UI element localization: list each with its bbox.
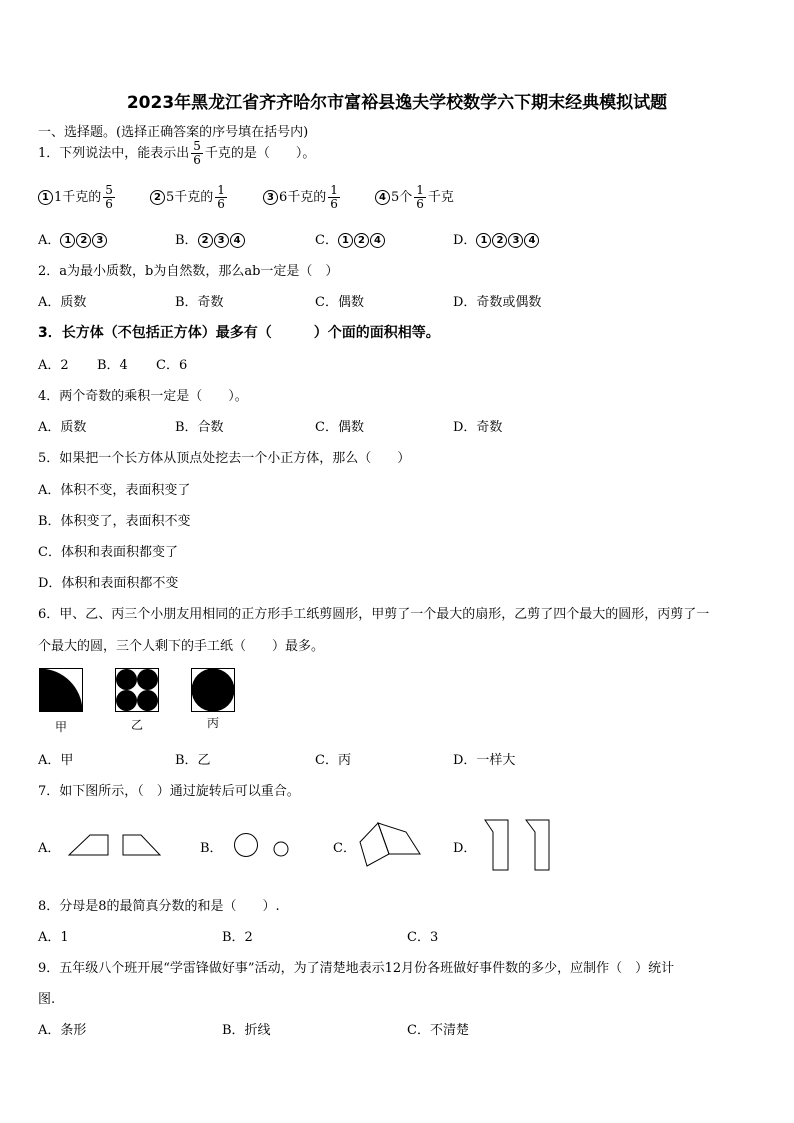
q1-statement-3: 3 6千克的 $\frac{1}{6}$ [263,184,342,211]
q4-option-c[interactable]: C．偶数 [315,420,364,435]
q8-option-b[interactable]: B．2 [222,930,253,945]
q6-caption-bing: 丙 [207,716,220,730]
q2-option-b[interactable]: B．奇数 [175,295,224,310]
q8-option-c[interactable]: C．3 [407,930,439,945]
page-title: 2023年黑龙江省齐齐哈尔市富裕县逸夫学校数学六下期末经典模拟试题 [126,93,668,113]
q1-statement-2: 2 5千克的 $\frac{1}{6}$ [150,184,229,211]
q7-option-a-figure[interactable] [68,834,164,858]
q9-option-a[interactable]: A．条形 [38,1023,87,1038]
q6-figure-bing [191,668,235,712]
q4-option-d[interactable]: D．奇数 [453,420,503,435]
question-4-stem: 4．两个奇数的乘积一定是（ ）。 [38,389,248,404]
q7-option-d-figure[interactable] [482,818,554,874]
q6-option-d[interactable]: D．一样大 [453,753,516,768]
q1-option-b[interactable]: B． 2 3 4 [175,229,246,248]
q3-option-c[interactable]: C．6 [156,358,188,373]
q2-option-c[interactable]: C．偶数 [315,295,364,310]
q6-caption-jia: 甲 [55,720,68,734]
q4-option-a[interactable]: A．质数 [38,420,87,435]
question-1-stem [38,140,315,167]
question-9-stem-line2: 图. [38,992,56,1007]
q1-stem-fraction: $\frac{5}{6}$ [193,139,201,167]
q1-statement-1: 1 1千克的 $\frac{5}{6}$ [38,184,117,211]
q1-stem-pre: 1．下列说法中，能表示出 [38,146,190,161]
question-9-stem-line1: 9．五年级八个班开展“学雷锋做好事”活动，为了清楚地表示12月份各班做好事件数的多少，应制作（ ）统计 [38,961,675,976]
q7-option-c-figure[interactable] [358,820,424,870]
q1-option-c[interactable]: C． 1 2 4 [315,229,386,248]
q1-option-d[interactable]: D． 1 2 3 4 [453,229,540,248]
q2-option-a[interactable]: A．质数 [38,295,87,310]
q5-option-b[interactable]: B．体积变了，表面积不变 [38,514,191,529]
question-7-stem: 7．如下图所示，（ ）通过旋转后可以重合。 [38,784,300,799]
q6-option-b[interactable]: B．乙 [175,753,211,768]
q6-figure-yi [115,668,159,712]
question-5-stem: 5．如果把一个长方体从顶点处挖去一个小正方体，那么（ ） [38,451,411,466]
question-2-stem: 2．a为最小质数，b为自然数，那么ab一定是（ ） [38,264,339,279]
q7-option-c-label[interactable]: C． [333,841,356,856]
q1-option-a[interactable]: A． 1 2 3 [38,229,108,248]
question-6-stem-line2: 个最大的圆，三个人剩下的手工纸（ ）最多。 [38,639,325,654]
q3-option-a[interactable]: A．2 [38,358,69,373]
question-3-stem: 3．长方体（不包括正方体）最多有（ ）个面的面积相等。 [38,325,440,341]
q6-caption-yi: 乙 [131,718,144,732]
q1-statement-4: 4 5个 $\frac{1}{6}$ 千克 [375,184,454,211]
q9-option-b[interactable]: B．折线 [222,1023,271,1038]
q7-option-a-label[interactable]: A． [38,841,61,856]
q8-option-a[interactable]: A．1 [38,930,69,945]
q7-option-b-label[interactable]: B． [200,841,223,856]
q5-option-d[interactable]: D．体积和表面积都不变 [38,576,179,591]
q6-option-c[interactable]: C．丙 [315,753,351,768]
section-heading: 一、选择题。(选择正确答案的序号填在括号内) [38,125,309,140]
q5-option-c[interactable]: C．体积和表面积都变了 [38,545,178,560]
q1-stem-post: 千克的是（ ）。 [204,146,316,161]
q6-figure-jia [39,668,83,712]
q7-option-b-figure[interactable] [233,832,293,860]
q7-option-d-label[interactable]: D． [453,841,477,856]
q2-option-d[interactable]: D．奇数或偶数 [453,295,542,310]
question-6-stem-line1: 6．甲、乙、丙三个小朋友用相同的正方形手工纸剪圆形，甲剪了一个最大的扇形，乙剪了四个最大的圆形，丙剪了一 [38,607,710,622]
q9-option-c[interactable]: C．不清楚 [407,1023,469,1038]
q6-option-a[interactable]: A．甲 [38,753,74,768]
q5-option-a[interactable]: A．体积不变，表面积变了 [38,483,191,498]
question-8-stem: 8．分母是8的最简真分数的和是（ ）. [38,899,280,914]
q4-option-b[interactable]: B．合数 [175,420,224,435]
q3-option-b[interactable]: B．4 [97,358,128,373]
